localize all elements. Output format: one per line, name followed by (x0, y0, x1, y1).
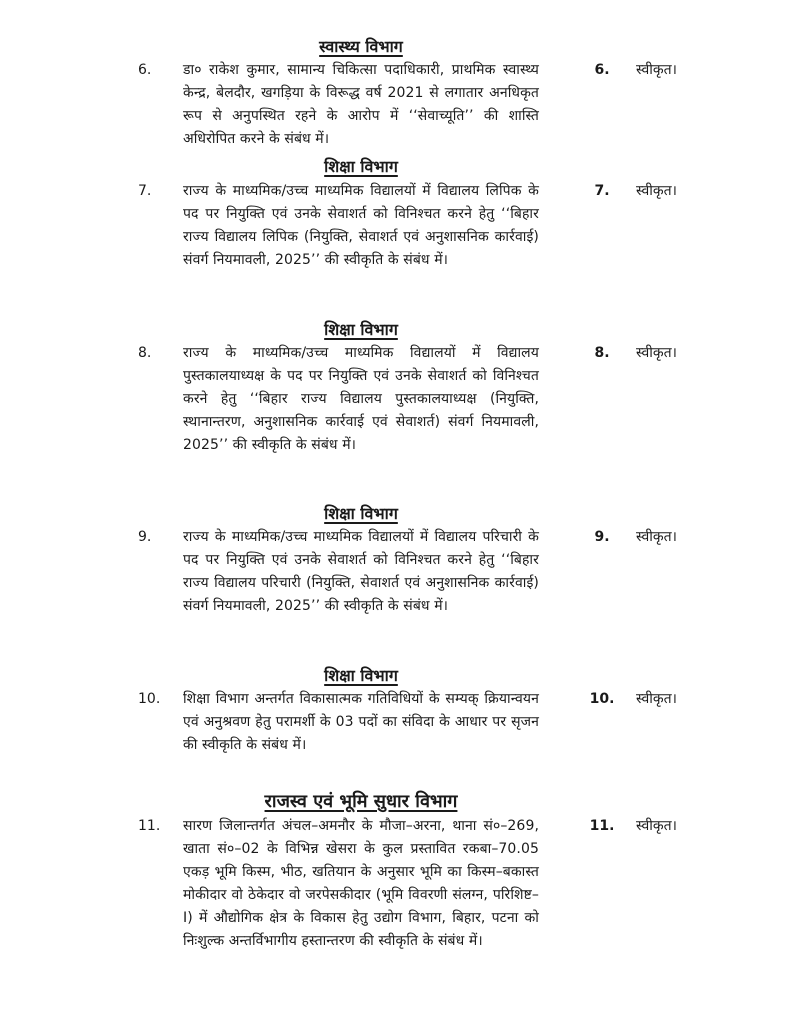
item-number: 8. (138, 345, 152, 361)
decision-status: स्वीकृत। (636, 691, 677, 707)
department-heading: शिक्षा विभाग (324, 666, 398, 685)
item-description: डा० राकेश कुमार, सामान्य चिकित्सा पदाधिकारी, प्राथमिक स्वास्थ्य केन्द्र, बेलदौर, खगड़िया के विरूद्ध वर्ष 2021 से लगातार अनधिकृत रूप से अनुपस्थित रहने के आरोप में ‘‘सेवाच्यूति’’ की शास्ति अधिरोपित करने के संबंध में। (183, 62, 539, 147)
department-heading: शिक्षा विभाग (324, 157, 398, 176)
decision-number: 8. (594, 345, 610, 361)
decision-number: 9. (594, 529, 610, 545)
department-heading: शिक्षा विभाग (324, 320, 398, 339)
decision-number: 7. (594, 183, 610, 199)
decision-status: स्वीकृत। (636, 818, 677, 834)
item-description: राज्य के माध्यमिक/उच्च माध्यमिक विद्यालयों में विद्यालय पुस्तकालयाध्यक्ष के पद पर नियुक्ति एवं उनके सेवाशर्त को विनिश्चत करने हेतु ‘‘बिहार राज्य विद्यालय पुस्तकालयाध्यक्ष (नियुक्ति, स्थानान्तरण, अनुशासनिक कार्रवाई एवं सेवाशर्त) संवर्ग नियमावली, 2025’’ की स्वीकृति के संबंध में। (183, 345, 539, 453)
department-heading: शिक्षा विभाग (324, 504, 398, 523)
decision-status: स्वीकृत। (636, 529, 677, 545)
item-description: राज्य के माध्यमिक/उच्च माध्यमिक विद्यालयों में विद्यालय परिचारी के पद पर नियुक्ति एवं उनके सेवाशर्त को विनिश्चत करने हेतु ‘‘बिहार राज्य विद्यालय परिचारी (नियुक्ति, सेवाशर्त एवं अनुशासनिक कार्रवाई) संवर्ग नियमावली, 2025’’ की स्वीकृति के संबंध में। (183, 529, 539, 614)
item-number: 10. (138, 691, 161, 707)
item-description: राज्य के माध्यमिक/उच्च माध्यमिक विद्यालयों में विद्यालय लिपिक के पद पर नियुक्ति एवं उनके सेवाशर्त को विनिश्चत करने हेतु ‘‘बिहार राज्य विद्यालय लिपिक (नियुक्ति, सेवाशर्त एवं अनुशासनिक कार्रवाई) संवर्ग नियमावली, 2025’’ की स्वीकृति के संबंध में। (183, 183, 539, 268)
item-number: 6. (138, 62, 152, 78)
decision-status: स्वीकृत। (636, 183, 677, 199)
decision-number: 11. (589, 818, 615, 834)
item-description: सारण जिलान्तर्गत अंचल–अमनौर के मौजा–अरना, थाना सं०–269, खाता सं०–02 के विभिन्न खेसरा के कुल प्रस्तावित रकबा–70.05 एकड़ भूमि किस्म, भीठ, खतियान के अनुसार भूमि का किस्म–बकास्त मोकीदार वो ठेकेदार वो जरपेसकीदार (भूमि विवरणी संलग्न, परिशिष्ट–I) में औद्योगिक क्षेत्र के विकास हेतु उद्योग विभाग, बिहार, पटना को निःशुल्क अन्तर्विभागीय हस्तान्तरण की स्वीकृति के संबंध में। (183, 818, 539, 949)
item-number: 9. (138, 529, 152, 545)
item-number: 7. (138, 183, 152, 199)
item-number: 11. (138, 818, 161, 834)
item-description: शिक्षा विभाग अन्तर्गत विकासात्मक गतिविधियों के सम्यक् क्रियान्वयन एवं अनुश्रवण हेतु परामर्शी के 03 पदों का संविदा के आधार पर सृजन की स्वीकृति के संबंध में। (183, 691, 539, 753)
department-heading: राजस्व एवं भूमि सुधार विभाग (264, 791, 458, 812)
decision-status: स्वीकृत। (636, 345, 677, 361)
department-heading: स्वास्थ्य विभाग (319, 37, 403, 56)
decision-number: 6. (594, 62, 610, 78)
decision-status: स्वीकृत। (636, 62, 677, 78)
decision-number: 10. (589, 691, 615, 707)
